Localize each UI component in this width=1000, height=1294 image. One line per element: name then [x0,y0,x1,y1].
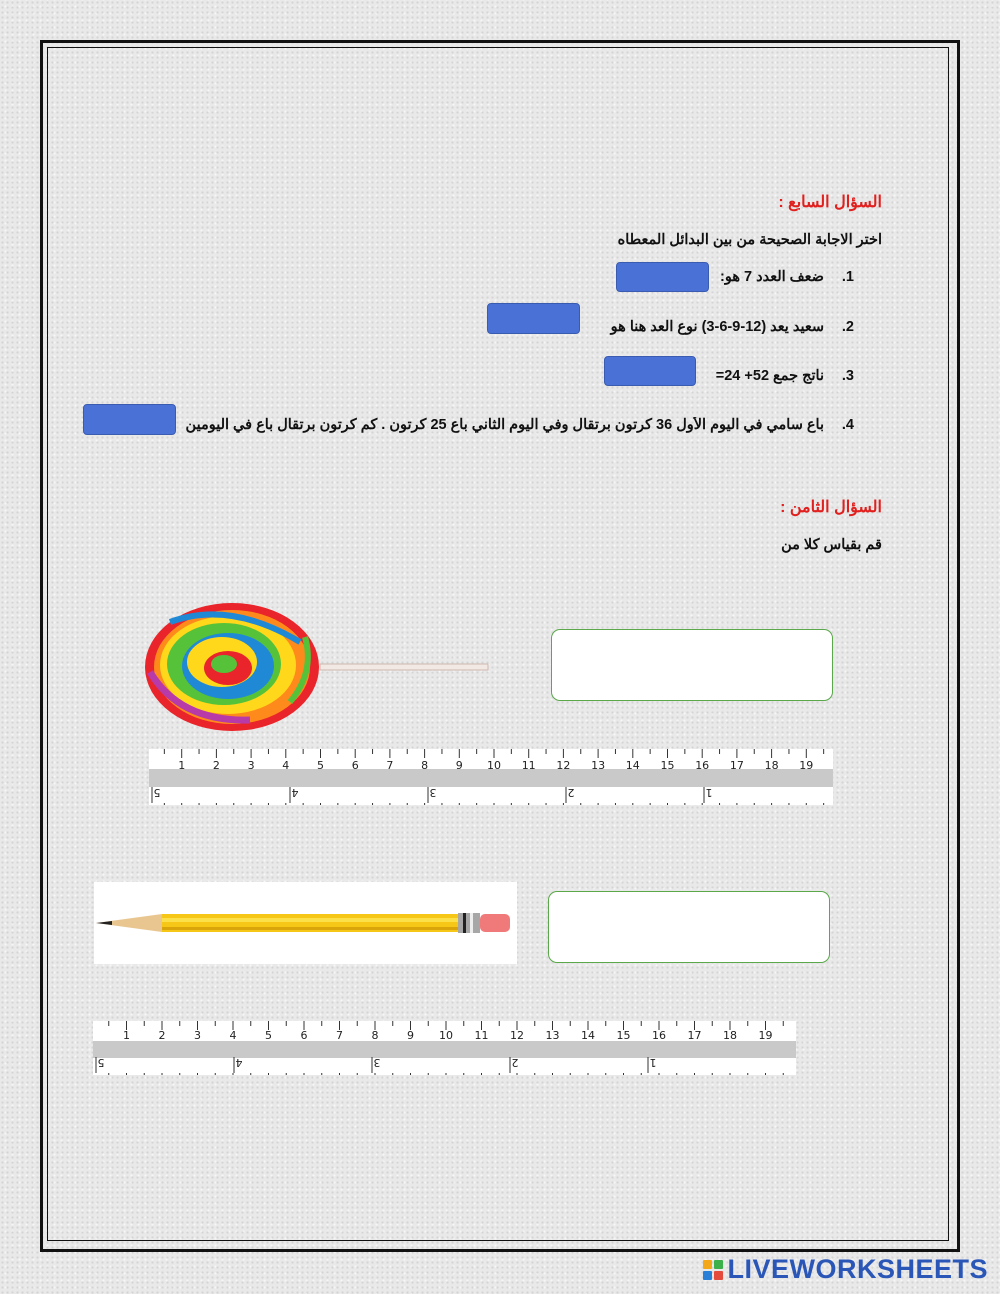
question7-instruction: اختر الاجابة الصحيحة من بين البدائل المعطاه [617,232,882,248]
ruler-number: 19 [799,759,814,772]
ruler-number: 12 [556,759,571,772]
ruler-number: 10 [487,759,501,772]
question7-item-4-text: باع سامي في اليوم الأول 36 كرتون برتقال وفي اليوم الثاني باع 25 كرتون . كم كرتون برتقال باع في اليومين [185,417,824,433]
ruler-number: 9 [455,759,463,772]
question7-heading: السؤال السابع : [778,194,882,211]
question7-item-2-text: سعيد يعد (12-9-6-3) نوع العد هنا هو [610,319,824,335]
ruler-number: 18 [723,1029,737,1042]
lollipop-answer-box[interactable] [551,629,833,701]
ruler-number: 5 [265,1029,272,1042]
answer-blank-3[interactable] [604,356,696,386]
ruler-number: 3 [247,759,255,772]
liveworksheets-logo [703,1254,988,1285]
logo-square [703,1271,712,1280]
ruler-1 [149,749,833,805]
ruler-number: 5 [153,786,161,799]
ruler-number: 10 [439,1029,453,1042]
ruler-number: 4 [291,786,299,799]
question7-item-2-number: 2. [841,319,854,335]
pencil-answer-box[interactable] [548,891,830,963]
ruler-number: 18 [764,759,779,772]
ruler-number: 9 [407,1029,414,1042]
answer-blank-2[interactable] [487,303,580,334]
ruler-number: 14 [625,759,640,772]
ruler-number: 3 [194,1029,201,1042]
question7-item-1-text: ضعف العدد 7 هو: [720,269,824,285]
logo-square [714,1260,723,1269]
ruler-number: 17 [729,759,744,772]
ruler-number: 13 [591,759,606,772]
logo-square [703,1260,712,1269]
ruler-number: 3 [429,786,437,799]
ruler-number: 8 [421,759,429,772]
ruler-number: 2 [511,1056,519,1069]
ruler-number: 4 [282,759,290,772]
ruler-number: 6 [351,759,359,772]
question7-item-4-number: 4. [841,417,854,433]
logo-square [714,1271,723,1280]
ruler-number: 7 [386,759,394,772]
ruler-number: 3 [373,1056,381,1069]
ruler-number: 16 [652,1029,666,1042]
ruler-number: 4 [235,1056,243,1069]
ruler-number: 7 [336,1029,343,1042]
ruler-number: 14 [581,1029,595,1042]
logo-grid-icon [703,1260,723,1280]
answer-blank-4[interactable] [83,404,176,435]
ruler-number: 1 [649,1056,657,1069]
ruler-2 [93,1021,796,1075]
ruler-number: 15 [660,759,675,772]
ruler-number: 4 [229,1029,237,1042]
question8-instruction: قم بقياس كلا من [781,537,882,553]
ruler-number: 6 [300,1029,308,1042]
question7-item-3-text: ناتج جمع 52+ 24= [715,368,824,384]
ruler-number: 19 [758,1029,773,1042]
ruler-number: 13 [545,1029,560,1042]
ruler-number: 15 [616,1029,631,1042]
ruler-number: 2 [158,1029,166,1042]
ruler-number: 12 [510,1029,524,1042]
answer-blank-1[interactable] [616,262,709,292]
ruler-number: 2 [567,786,575,799]
lollipop-image [140,602,495,732]
question7-item-1-number: 1. [841,269,854,285]
ruler-number: 1 [705,786,713,799]
brand-name: LIVEWORKSHEETS [727,1254,988,1284]
ruler-number: 16 [695,759,710,772]
ruler-number: 17 [687,1029,702,1042]
ruler-number: 5 [317,759,324,772]
ruler-number: 11 [474,1029,489,1042]
question7-item-3-number: 3. [841,368,854,384]
ruler-number: 8 [371,1029,379,1042]
ruler-number: 1 [178,759,186,772]
ruler-number: 2 [212,759,220,772]
ruler-number: 5 [97,1056,105,1069]
ruler-number: 1 [123,1029,130,1042]
question8-heading: السؤال الثامن : [780,499,882,516]
pencil-image [94,882,517,964]
ruler-number: 11 [521,759,536,772]
